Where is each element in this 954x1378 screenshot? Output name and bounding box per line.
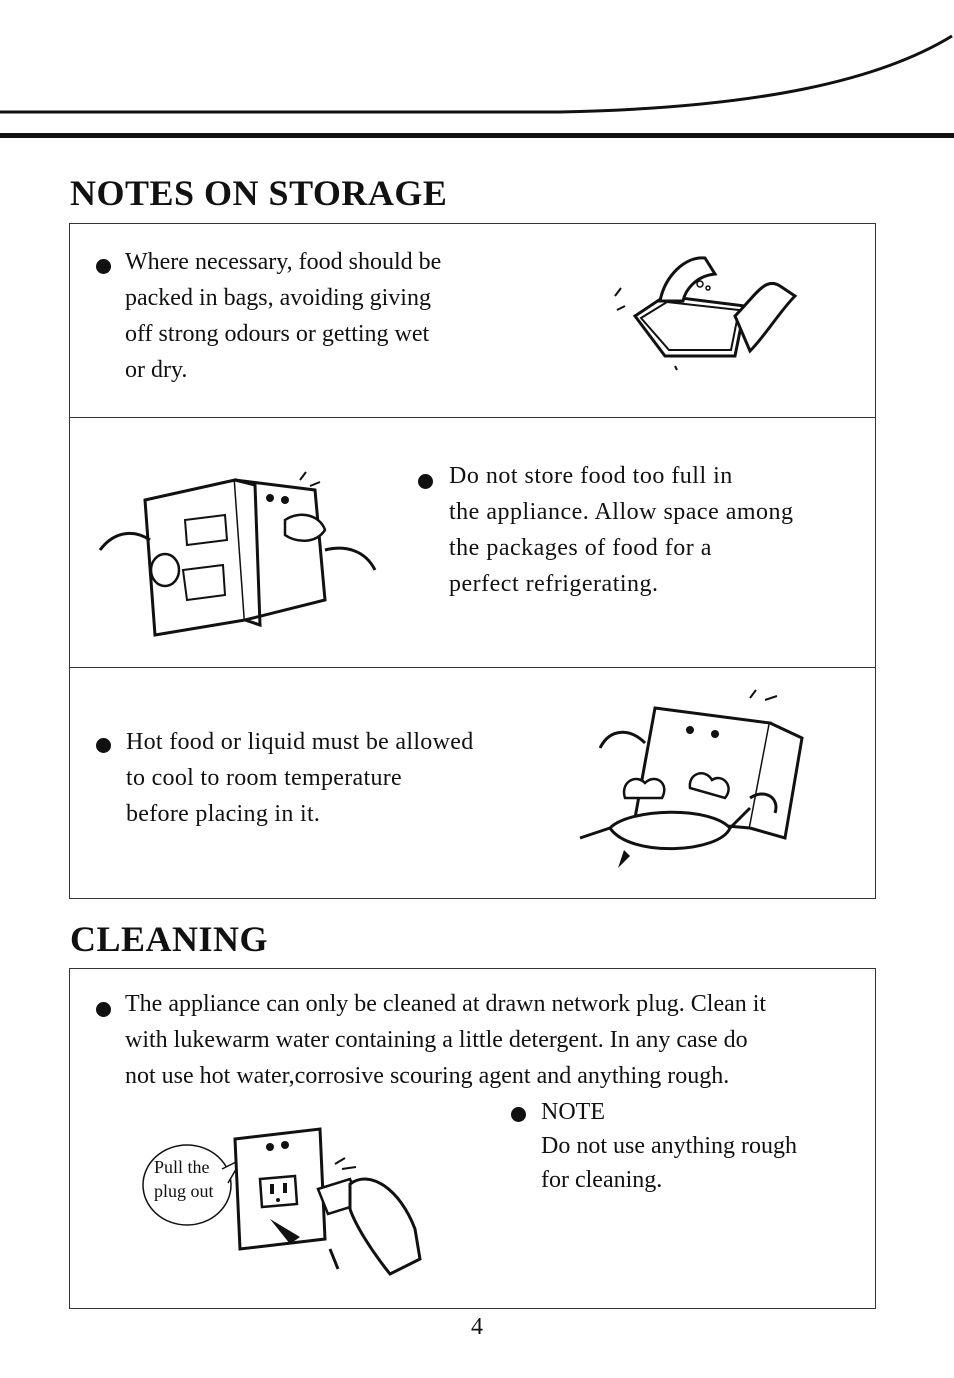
storage-item-full-text: Do not store food too full in the appliance. Allow space among the packages of food for a perfect refrigerating. bbox=[449, 463, 794, 597]
storage-item-hot-food-text: Hot food or liquid must be allowed to cool to room temperature before placing in it. bbox=[126, 729, 474, 827]
food-container-hands-illustration bbox=[605, 246, 805, 386]
page-number: 4 bbox=[471, 1314, 483, 1340]
storage-row-bags bbox=[70, 224, 875, 417]
unplug-socket-illustration bbox=[230, 1109, 430, 1284]
cleaning-text: The appliance can only be cleaned at drawn network plug. Clean it with lukewarm water containing a little detergent. In any case do not use hot water,corrosive scouring agent and anything rough. bbox=[125, 991, 767, 1089]
storage-item-bags-text: Where necessary, food should be packed in bags, avoiding giving off strong odours or getting wet or dry. bbox=[125, 249, 442, 383]
header-curve bbox=[0, 0, 954, 140]
bullet-dot bbox=[418, 474, 433, 489]
cleaning-box bbox=[69, 968, 876, 1309]
header-rule bbox=[0, 133, 954, 138]
storage-row-full bbox=[70, 417, 875, 667]
cleaning-title: CLEANING bbox=[70, 919, 269, 959]
bullet-dot bbox=[96, 1002, 111, 1017]
note-text: Do not use anything rough for cleaning. bbox=[541, 1133, 797, 1193]
note-bullet-dot bbox=[511, 1107, 526, 1122]
note-label: NOTE bbox=[541, 1099, 605, 1125]
speech-bubble-text: Pull the plug out bbox=[154, 1157, 214, 1201]
storage-title: NOTES ON STORAGE bbox=[70, 173, 448, 213]
storage-row-hot-food bbox=[70, 667, 875, 898]
bullet-dot bbox=[96, 259, 111, 274]
bullet-dot bbox=[96, 738, 111, 753]
storage-box bbox=[69, 223, 876, 899]
hot-pot-fridge-illustration bbox=[570, 688, 820, 883]
overstuffed-fridge-illustration bbox=[95, 460, 385, 640]
